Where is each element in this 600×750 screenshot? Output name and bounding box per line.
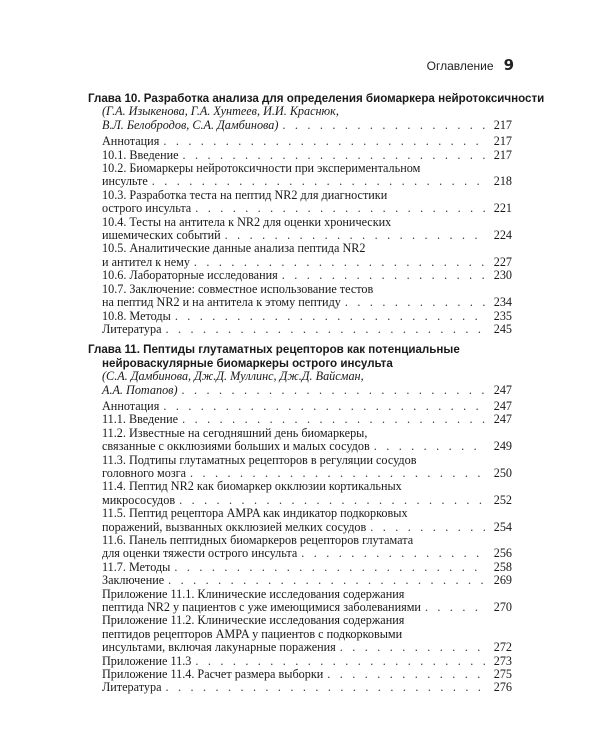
toc-entry-text: 10.8. Методы (102, 308, 171, 323)
toc-entry[interactable] (88, 561, 512, 574)
dot-leader (174, 561, 486, 574)
dot-leader (190, 467, 486, 480)
chapter-heading-line: Глава 10. Разработка анализа для определения биомаркера нейротоксичности (88, 92, 545, 105)
toc-page-number: 218 (493, 174, 512, 189)
toc-entry[interactable] (88, 507, 512, 534)
toc-authors[interactable] (88, 370, 512, 397)
dot-leader (374, 440, 486, 453)
dot-leader (340, 641, 486, 654)
toc-entry-line (102, 655, 512, 668)
toc-entry-line: (Г.А. Изыкенова, Г.А. Хунтеев, И.И. Краснюк, (102, 104, 339, 119)
toc-page-number: 235 (493, 308, 512, 323)
toc-entry-line (102, 119, 512, 132)
toc-page-number: 250 (493, 465, 512, 480)
dot-leader (182, 384, 486, 397)
toc-entry-line: 11.5. Пептид рецептора AMPA как индикатор подкорковых (102, 506, 408, 521)
toc-entry-line: 10.5. Аналитические данные анализа пептида NR2 (102, 241, 366, 256)
toc-page-number: 217 (493, 117, 512, 132)
toc-entry-text: 11.1. Введение (102, 412, 179, 427)
toc-entry-text: Приложение 11.4. Расчет размера выборки (102, 667, 324, 682)
toc-entry-text: Аннотация (102, 398, 160, 413)
dot-leader (165, 681, 486, 694)
toc-entry[interactable] (88, 681, 512, 694)
toc-page-number: 247 (493, 382, 512, 397)
toc-entry-line (102, 175, 512, 188)
toc-page-number: 272 (493, 640, 512, 655)
dot-leader (225, 229, 486, 242)
toc-entry-line (102, 202, 512, 215)
toc-page-number: 269 (493, 573, 512, 588)
toc-entry-text: острого инсульта (102, 201, 192, 216)
toc-entry[interactable] (88, 614, 512, 654)
toc-entry[interactable] (88, 668, 512, 681)
toc-entry-text: В.Л. Белобродов, С.А. Дамбинова) (102, 117, 279, 132)
toc-entry-line (102, 400, 512, 413)
toc-entry-line (102, 269, 512, 282)
toc-entry[interactable] (88, 216, 512, 243)
toc-page-number: 247 (493, 398, 512, 413)
toc-page-number: 224 (493, 228, 512, 243)
dot-leader (182, 413, 486, 426)
toc-entry-text: 10.6. Лабораторные исследования (102, 268, 278, 283)
dot-leader (175, 310, 486, 323)
toc-entry[interactable] (88, 149, 512, 162)
toc-chapter (88, 343, 512, 695)
dot-leader (179, 494, 486, 507)
chapter-heading-line: нейроваскулярные биомаркеры острого инсульта (102, 356, 393, 370)
toc-page-number: 217 (493, 147, 512, 162)
toc-chapter (88, 92, 545, 336)
dot-leader (194, 256, 486, 269)
toc-page-number: 252 (493, 492, 512, 507)
toc-entry-text: на пептид NR2 и на антитела к этому пептиду (102, 295, 341, 310)
toc-entry-line (102, 256, 512, 269)
table-of-contents (88, 92, 545, 702)
toc-page-number: 276 (493, 680, 512, 695)
toc-entry-line: (С.А. Дамбинова, Дж.Д. Муллинс, Дж.Д. Вайсман, (102, 369, 364, 384)
toc-entry-line (102, 229, 512, 242)
toc-entry-line: 11.3. Подтипы глутаматных рецепторов в регуляции сосудов (102, 452, 417, 467)
toc-entry[interactable] (88, 574, 512, 587)
toc-entry-text: 11.7. Методы (102, 559, 171, 574)
toc-entry-line (102, 323, 512, 336)
toc-entry[interactable] (88, 189, 512, 216)
toc-entry-text: инсультами, включая лакунарные поражения (102, 640, 336, 655)
toc-entry-text: и антител к нему (102, 254, 190, 269)
toc-entry-line (102, 384, 512, 397)
toc-entry[interactable] (88, 400, 512, 413)
dot-leader (301, 547, 486, 560)
toc-entry-line: Приложение 11.1. Клинические исследования содержания (102, 586, 405, 601)
toc-entry[interactable] (88, 310, 512, 323)
running-head (427, 56, 514, 74)
toc-page-number: 254 (493, 519, 512, 534)
toc-entry-line (102, 547, 512, 560)
toc-entry-text: 10.1. Введение (102, 147, 179, 162)
toc-page-number: 227 (493, 254, 512, 269)
toc-entry-line (102, 561, 512, 574)
toc-entry-line (102, 440, 512, 453)
toc-entry-text: А.А. Потапов) (102, 382, 178, 397)
dot-leader (168, 574, 486, 587)
toc-entry-line (102, 296, 512, 309)
toc-entry-line (102, 310, 512, 323)
dot-leader (163, 135, 486, 148)
toc-entry-line (102, 467, 512, 480)
chapter-heading[interactable] (88, 343, 512, 370)
dot-leader (195, 202, 486, 215)
chapter-heading[interactable] (88, 92, 545, 105)
toc-page-number: 230 (493, 268, 512, 283)
toc-entry-line: 10.3. Разработка теста на пептид NR2 для диагностики (102, 187, 388, 202)
toc-entry[interactable] (88, 588, 512, 615)
toc-entry-text: ишемических событий (102, 228, 221, 243)
toc-entry-line (102, 149, 512, 162)
dot-leader (282, 269, 486, 282)
toc-entry[interactable] (88, 323, 512, 336)
toc-entry-text: головного мозга (102, 465, 187, 480)
toc-entry-text: микрососудов (102, 492, 176, 507)
toc-entry-line: 11.6. Панель пептидных биомаркеров рецепторов глутамата (102, 533, 414, 547)
toc-entry-text: связанные с окклюзиями больших и малых сосудов (102, 439, 370, 454)
toc-entry[interactable] (88, 242, 512, 269)
toc-entry-line: 10.4. Тесты на антитела к NR2 для оценки хронических (102, 214, 392, 229)
toc-entry[interactable] (88, 454, 512, 481)
dot-leader (195, 655, 486, 668)
dot-leader (345, 296, 486, 309)
toc-page-number: 221 (493, 201, 512, 216)
toc-page-number: 247 (493, 412, 512, 427)
toc-entry-line: 10.7. Заключение: совместное использование тестов (102, 281, 374, 296)
dot-leader (165, 323, 486, 336)
toc-entry-line (102, 135, 512, 148)
toc-entry-text: поражений, вызванных окклюзией мелких сосудов (102, 519, 367, 534)
toc-entry-text: Аннотация (102, 134, 160, 149)
dot-leader (152, 175, 486, 188)
toc-page-number: 270 (493, 600, 512, 615)
toc-entry[interactable] (88, 135, 512, 148)
dot-leader (282, 119, 486, 132)
toc-entry-line: Приложение 11.2. Клинические исследования содержания (102, 613, 405, 628)
toc-entry[interactable] (88, 480, 512, 507)
toc-page-number: 258 (493, 559, 512, 574)
toc-entry[interactable] (88, 269, 512, 282)
toc-entry-line: 10.2. Биомаркеры нейротоксичности при экспериментальном (102, 161, 421, 176)
toc-entry[interactable] (88, 534, 512, 561)
toc-entry-line (102, 681, 512, 694)
toc-entry-line (102, 494, 512, 507)
toc-entry-line (102, 521, 512, 534)
toc-authors[interactable] (88, 105, 512, 132)
toc-entry[interactable] (88, 427, 512, 454)
toc-entry-line: 11.2. Известные на сегодняшний день биомаркеры, (102, 425, 368, 440)
toc-entry-line (102, 601, 512, 614)
toc-entry[interactable] (88, 655, 512, 668)
running-head-title: Оглавление (426, 59, 494, 73)
toc-page-number: 275 (493, 667, 512, 682)
toc-entry-text: пептида NR2 у пациентов с уже имеющимися заболеваниями (102, 600, 421, 615)
toc-page-number: 273 (493, 653, 512, 668)
dot-leader (327, 668, 486, 681)
toc-entry-text: Заключение (102, 573, 165, 588)
chapter-heading-line: Глава 11. Пептиды глутаматных рецепторов как потенциальные (88, 343, 460, 357)
dot-leader (183, 149, 486, 162)
toc-entry-line (102, 641, 512, 654)
toc-entry-line: пептидов рецепторов AMPA у пациентов с подкорковыми (102, 626, 403, 641)
toc-page-number: 245 (493, 321, 512, 336)
dot-leader (163, 400, 486, 413)
toc-entry-line (102, 574, 512, 587)
toc-page-number: 256 (493, 546, 512, 561)
toc-entry-text: Приложение 11.3 (102, 653, 192, 668)
toc-entry[interactable] (88, 162, 512, 189)
toc-page-number: 217 (493, 134, 512, 149)
dot-leader (425, 601, 486, 614)
dot-leader (370, 521, 486, 534)
toc-page-number: 234 (493, 295, 512, 310)
toc-entry-line (102, 413, 512, 426)
toc-entry-line: 11.4. Пептид NR2 как биомаркер окклюзии кортикальных (102, 479, 402, 494)
toc-entry[interactable] (88, 283, 512, 310)
page-number: 9 (503, 56, 514, 74)
toc-entry-text: для оценки тяжести острого инсульта (102, 546, 298, 561)
toc-entry-line (102, 668, 512, 681)
toc-entry[interactable] (88, 413, 512, 426)
toc-entry-text: Литература (102, 321, 162, 336)
toc-entry-text: Литература (102, 680, 162, 695)
toc-entry-text: инсульте (102, 174, 148, 189)
toc-page-number: 249 (493, 439, 512, 454)
